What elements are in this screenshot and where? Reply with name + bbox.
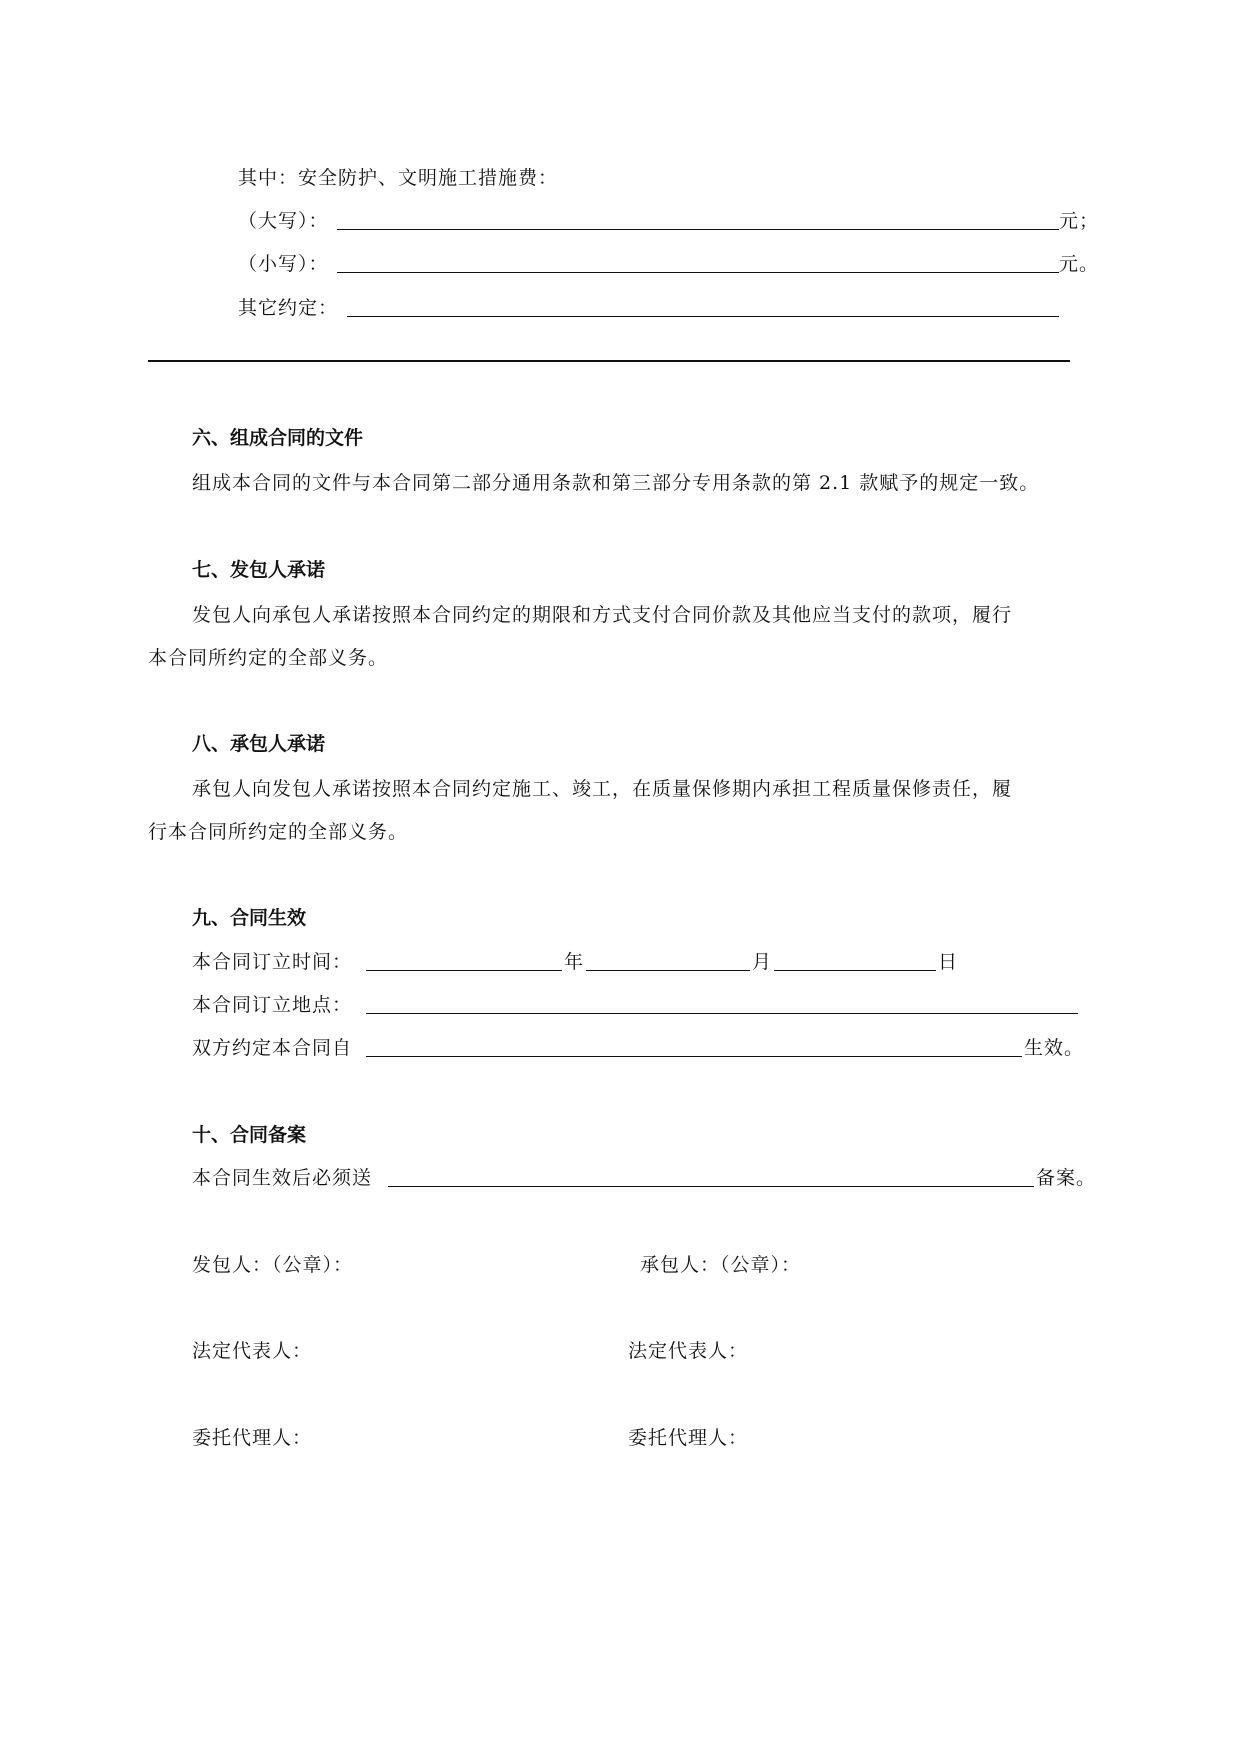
filing-prefix: 本合同生效后必须送 — [192, 1167, 373, 1189]
sign-place-blank — [366, 1013, 1078, 1014]
month-label: 月 — [752, 951, 773, 973]
employer-agent-label: 委托代理人： — [192, 1427, 313, 1449]
filing-suffix: 备案。 — [1036, 1167, 1097, 1189]
section-7-title: 七、发包人承诺 — [192, 559, 326, 581]
section-7-line-2: 本合同所约定的全部义务。 — [148, 647, 389, 669]
contractor-rep-label: 法定代表人： — [628, 1340, 749, 1362]
safety-fee-label: 其中：安全防护、文明施工措施费： — [238, 167, 559, 189]
sign-month-blank — [586, 970, 750, 971]
section-8-line-1: 承包人向发包人承诺按照本合同约定施工、竣工，在质量保修期内承担工程质量保修责任，履 — [192, 778, 1013, 800]
section-7-line-1: 发包人向承包人承诺按照本合同约定的期限和方式支付合同价款及其他应当支付的款项，履行 — [192, 604, 1013, 626]
sign-place-label: 本合同订立地点： — [192, 994, 353, 1016]
filing-blank — [388, 1186, 1034, 1187]
sign-year-blank — [366, 970, 562, 971]
daxie-blank — [337, 229, 1059, 230]
section-6-title: 六、组成合同的文件 — [192, 427, 364, 449]
other-agreement-blank — [347, 316, 1059, 317]
xiaoxie-blank — [337, 272, 1059, 273]
section-8-line-2: 行本合同所约定的全部义务。 — [148, 821, 409, 843]
employer-seal-label: 发包人：（公章）： — [192, 1254, 354, 1276]
section-10-title: 十、合同备案 — [192, 1124, 307, 1146]
effective-blank — [366, 1056, 1022, 1057]
section-8-title: 八、承包人承诺 — [192, 733, 326, 755]
section-divider — [148, 360, 1070, 362]
xiaoxie-suffix: 元。 — [1059, 253, 1100, 275]
sign-time-label: 本合同订立时间： — [192, 951, 353, 973]
day-label: 日 — [938, 951, 959, 973]
sign-day-blank — [774, 970, 936, 971]
effective-prefix: 双方约定本合同自 — [192, 1037, 353, 1059]
contractor-seal-label: 承包人：（公章）： — [640, 1254, 802, 1276]
year-label: 年 — [564, 951, 585, 973]
effective-suffix: 生效。 — [1024, 1037, 1085, 1059]
employer-rep-label: 法定代表人： — [192, 1340, 313, 1362]
daxie-label: （大写）： — [238, 210, 329, 232]
section-6-body: 组成本合同的文件与本合同第二部分通用条款和第三部分专用条款的第 2.1 款赋予的规定一致。 — [192, 472, 1040, 494]
contractor-agent-label: 委托代理人： — [628, 1427, 749, 1449]
xiaoxie-label: （小写）： — [238, 253, 329, 275]
daxie-suffix: 元； — [1059, 210, 1100, 232]
other-agreement-label: 其它约定： — [238, 297, 339, 319]
section-9-title: 九、合同生效 — [192, 907, 307, 929]
